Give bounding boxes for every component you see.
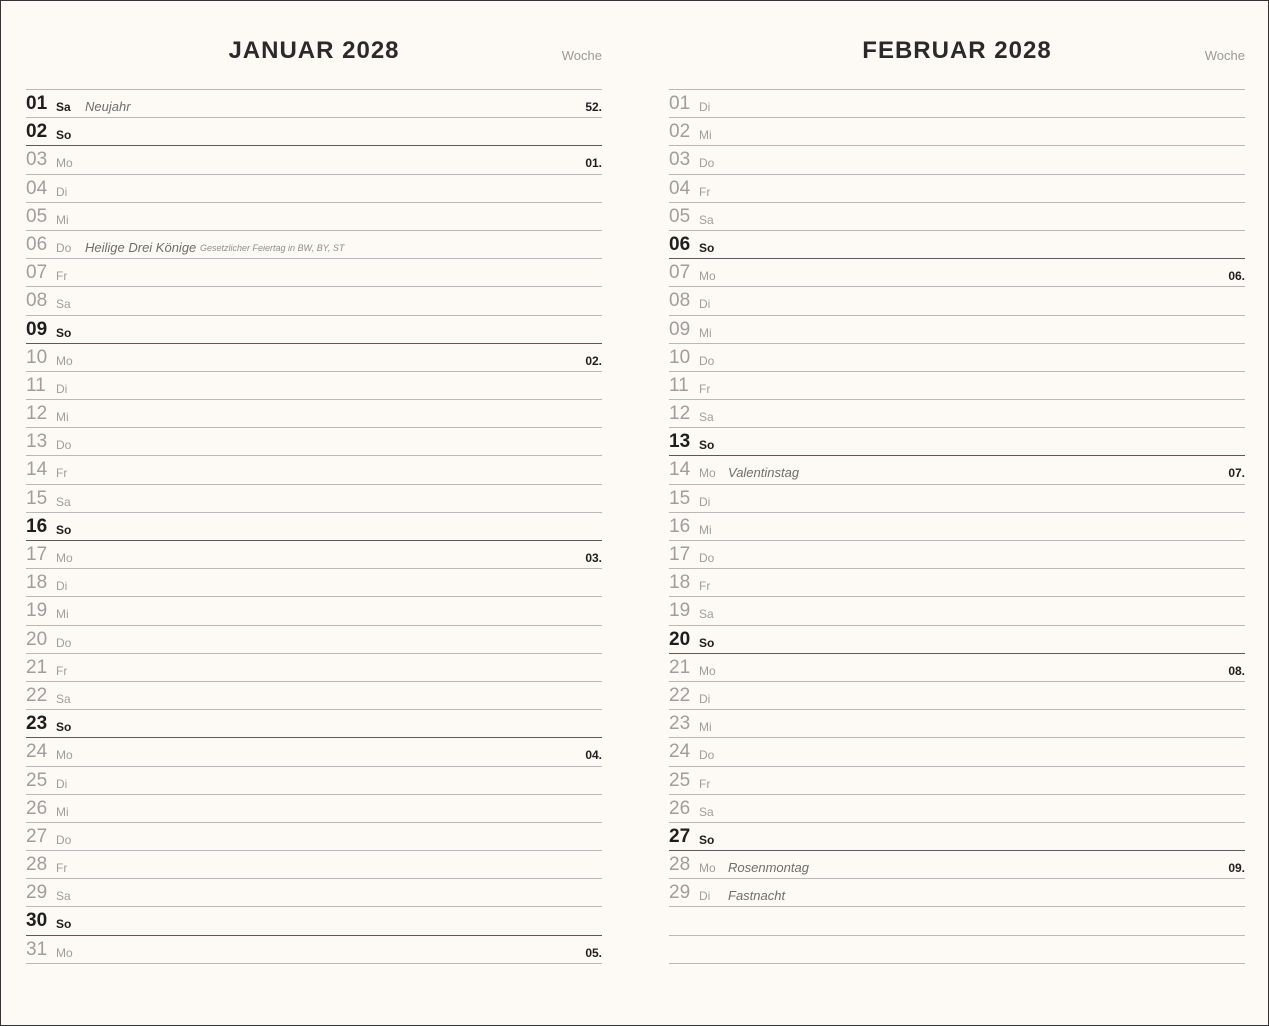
day-name: Di [56, 184, 68, 199]
day-row[interactable] [669, 316, 1245, 344]
day-name: So [699, 832, 715, 847]
day-name: Sa [699, 212, 714, 227]
day-number: 30 [26, 910, 48, 932]
day-name: Mi [56, 804, 69, 819]
day-row[interactable] [26, 400, 602, 428]
day-row[interactable] [26, 795, 602, 823]
day-name: Di [699, 494, 711, 509]
week-number: 06. [1228, 269, 1245, 284]
day-row[interactable] [669, 823, 1245, 851]
week-column-header: Woche [1204, 48, 1245, 63]
day-name: Mo [56, 551, 73, 565]
day-name: Do [699, 748, 715, 763]
day-number: 14 [26, 459, 48, 481]
day-row[interactable] [669, 344, 1245, 372]
day-number: 31 [26, 938, 48, 960]
day-name: So [699, 438, 715, 453]
day-row[interactable] [26, 767, 602, 795]
day-number: 10 [26, 346, 48, 368]
day-number: 17 [26, 544, 48, 565]
day-row[interactable] [669, 767, 1245, 795]
day-rows [26, 90, 602, 964]
day-name: Fr [699, 184, 711, 199]
day-number: 19 [26, 600, 48, 622]
day-row[interactable] [26, 231, 602, 259]
day-row[interactable] [26, 259, 602, 287]
day-number: 05 [669, 205, 691, 227]
day-row[interactable] [26, 569, 602, 597]
week-number: 01. [585, 156, 602, 171]
day-row[interactable] [26, 372, 602, 400]
day-name: Fr [699, 579, 711, 594]
day-row[interactable] [26, 823, 602, 851]
day-number: 02 [26, 121, 48, 143]
day-name: Mo [56, 156, 73, 171]
day-row[interactable] [669, 879, 1245, 907]
day-name: Sa [56, 297, 71, 312]
day-row[interactable] [26, 654, 602, 682]
day-row[interactable] [669, 203, 1245, 231]
day-row[interactable] [26, 316, 602, 344]
day-number: 23 [669, 713, 691, 735]
day-name: Do [699, 551, 715, 565]
day-row[interactable] [26, 879, 602, 907]
day-row[interactable] [26, 597, 602, 625]
day-number: 28 [26, 854, 48, 876]
day-name: Mo [699, 466, 716, 481]
week-number: 04. [585, 748, 602, 763]
month-title: FEBRUAR 2028 [862, 37, 1052, 64]
day-row[interactable] [669, 682, 1245, 710]
day-name: So [699, 240, 715, 255]
day-number: 29 [669, 882, 691, 904]
day-number: 19 [669, 600, 691, 622]
day-number: 21 [26, 656, 48, 678]
day-number: 16 [26, 515, 48, 537]
week-number: 02. [585, 353, 602, 368]
day-row[interactable] [669, 795, 1245, 823]
day-row[interactable] [26, 738, 602, 766]
day-name: Di [699, 889, 711, 904]
day-row[interactable] [669, 569, 1245, 597]
day-row[interactable] [26, 626, 602, 654]
day-row[interactable] [669, 626, 1245, 654]
day-name: Mo [56, 945, 73, 960]
day-row[interactable] [669, 146, 1245, 174]
day-row[interactable] [669, 851, 1245, 879]
day-name: Mi [56, 607, 69, 622]
day-name: Mo [56, 353, 73, 368]
day-number: 16 [669, 515, 691, 537]
day-row[interactable] [669, 710, 1245, 738]
day-number: 24 [669, 741, 691, 763]
day-number: 11 [669, 374, 689, 396]
day-number: 04 [669, 177, 691, 199]
day-number: 18 [26, 572, 48, 594]
day-row[interactable] [669, 654, 1245, 682]
day-number: 21 [669, 656, 691, 678]
day-number: 25 [669, 769, 691, 791]
day-number: 08 [669, 290, 691, 312]
day-name: Di [56, 776, 68, 791]
day-name: Do [56, 438, 72, 453]
week-column-header: Woche [561, 48, 602, 63]
day-name: Mo [56, 748, 73, 763]
day-name: Di [699, 297, 711, 312]
day-row[interactable] [26, 175, 602, 203]
day-number: 09 [669, 318, 691, 340]
day-name: So [56, 522, 72, 537]
day-row[interactable] [26, 936, 602, 964]
day-row[interactable] [669, 738, 1245, 766]
day-name: So [699, 635, 715, 650]
day-row[interactable] [26, 287, 602, 315]
day-name: Di [699, 691, 711, 706]
day-number: 06 [26, 233, 48, 255]
day-number: 06 [669, 233, 691, 255]
day-number: 22 [669, 684, 691, 706]
holiday-label: Valentinstag [728, 465, 800, 481]
holiday-label: Fastnacht [728, 888, 786, 904]
day-row[interactable] [26, 710, 602, 738]
day-row[interactable] [26, 485, 602, 513]
day-row[interactable] [669, 485, 1245, 513]
holiday-label: Rosenmontag [728, 860, 809, 876]
day-number: 08 [26, 290, 48, 312]
day-name: Di [56, 579, 68, 594]
day-name: Sa [699, 607, 714, 622]
day-name: Do [56, 635, 72, 650]
day-number: 14 [669, 459, 691, 481]
week-number: 03. [585, 551, 602, 565]
day-row[interactable] [669, 118, 1245, 146]
day-number: 26 [26, 797, 48, 819]
day-name: Sa [56, 100, 71, 114]
day-number: 13 [669, 431, 691, 453]
day-name: Do [56, 832, 72, 847]
week-number: 08. [1228, 663, 1245, 678]
day-name: Fr [56, 269, 68, 284]
day-name: Fr [56, 466, 68, 481]
week-number: 07. [1228, 466, 1245, 481]
day-name: Fr [699, 776, 711, 791]
day-name: Mi [699, 522, 712, 537]
day-name: Mi [56, 212, 69, 227]
day-number: 05 [26, 205, 48, 227]
day-row[interactable] [669, 400, 1245, 428]
day-name: Mi [56, 410, 69, 425]
day-name: Mo [699, 269, 716, 284]
day-row[interactable] [26, 90, 602, 118]
week-number: 52. [585, 100, 602, 114]
day-row[interactable] [669, 175, 1245, 203]
day-number: 04 [26, 177, 48, 199]
day-row[interactable] [26, 428, 602, 456]
day-number: 27 [669, 825, 691, 847]
day-name: Fr [56, 861, 68, 876]
day-row[interactable] [669, 936, 1245, 964]
day-number: 24 [26, 741, 48, 763]
day-number: 11 [26, 374, 46, 396]
day-name: Sa [699, 804, 714, 819]
day-number: 20 [669, 628, 691, 650]
day-number: 09 [26, 318, 48, 340]
month-title: JANUAR 2028 [228, 37, 400, 64]
day-number: 02 [669, 121, 691, 143]
day-number: 29 [26, 882, 48, 904]
day-number: 17 [669, 544, 691, 565]
day-number: 27 [26, 825, 48, 847]
holiday-label: Neujahr [85, 99, 131, 114]
day-number: 15 [26, 487, 48, 509]
day-name: So [56, 917, 72, 932]
day-number: 22 [26, 684, 48, 706]
day-row[interactable] [669, 456, 1245, 484]
day-number: 12 [26, 403, 48, 425]
week-number: 05. [585, 945, 602, 960]
day-row[interactable] [669, 90, 1245, 118]
week-number: 09. [1228, 861, 1245, 876]
day-row[interactable] [26, 118, 602, 146]
day-row[interactable] [669, 513, 1245, 541]
day-row[interactable] [26, 203, 602, 231]
day-number: 01 [669, 93, 691, 114]
day-row[interactable] [26, 146, 602, 174]
day-name: Di [56, 381, 68, 396]
day-number: 03 [26, 149, 48, 171]
day-row[interactable] [669, 541, 1245, 569]
day-number: 12 [669, 403, 691, 425]
day-row[interactable] [26, 907, 602, 935]
day-name: Mi [699, 325, 712, 340]
day-number: 03 [669, 149, 691, 171]
day-rows [669, 90, 1245, 964]
day-row[interactable] [669, 597, 1245, 625]
day-name: Mi [699, 128, 712, 143]
day-number: 07 [669, 262, 691, 284]
day-row[interactable] [26, 851, 602, 879]
day-name: Sa [56, 494, 71, 509]
day-name: So [56, 720, 72, 735]
holiday-note: Gesetzlicher Feiertag in BW, BY, ST [200, 242, 345, 253]
day-number: 13 [26, 431, 48, 453]
day-name: Mo [699, 663, 716, 678]
day-row[interactable] [26, 541, 602, 569]
day-name: Sa [699, 410, 714, 425]
day-name: Do [56, 240, 72, 255]
day-number: 20 [26, 628, 48, 650]
day-name: Do [699, 156, 715, 171]
day-row[interactable] [26, 682, 602, 710]
day-name: Do [699, 353, 715, 368]
day-number: 10 [669, 346, 691, 368]
day-row[interactable] [669, 907, 1245, 935]
day-name: So [56, 325, 72, 340]
day-name: Sa [56, 889, 71, 904]
day-number: 15 [669, 487, 691, 509]
day-name: Mi [699, 720, 712, 735]
day-name: Sa [56, 691, 71, 706]
day-row[interactable] [669, 428, 1245, 456]
day-name: So [56, 128, 72, 143]
day-row[interactable] [26, 456, 602, 484]
day-number: 23 [26, 713, 48, 735]
day-name: Fr [699, 381, 711, 396]
day-number: 18 [669, 572, 691, 594]
day-number: 07 [26, 262, 48, 284]
day-name: Fr [56, 663, 68, 678]
day-row[interactable] [26, 344, 602, 372]
day-row[interactable] [669, 259, 1245, 287]
day-number: 25 [26, 769, 48, 791]
day-name: Mo [699, 861, 716, 876]
day-row[interactable] [669, 287, 1245, 315]
holiday-label: Heilige Drei Könige [85, 239, 197, 255]
day-number: 26 [669, 797, 691, 819]
day-number: 28 [669, 854, 691, 876]
day-row[interactable] [669, 231, 1245, 259]
day-row[interactable] [26, 513, 602, 541]
day-number: 01 [26, 93, 48, 114]
day-row[interactable] [669, 372, 1245, 400]
day-name: Di [699, 100, 711, 114]
